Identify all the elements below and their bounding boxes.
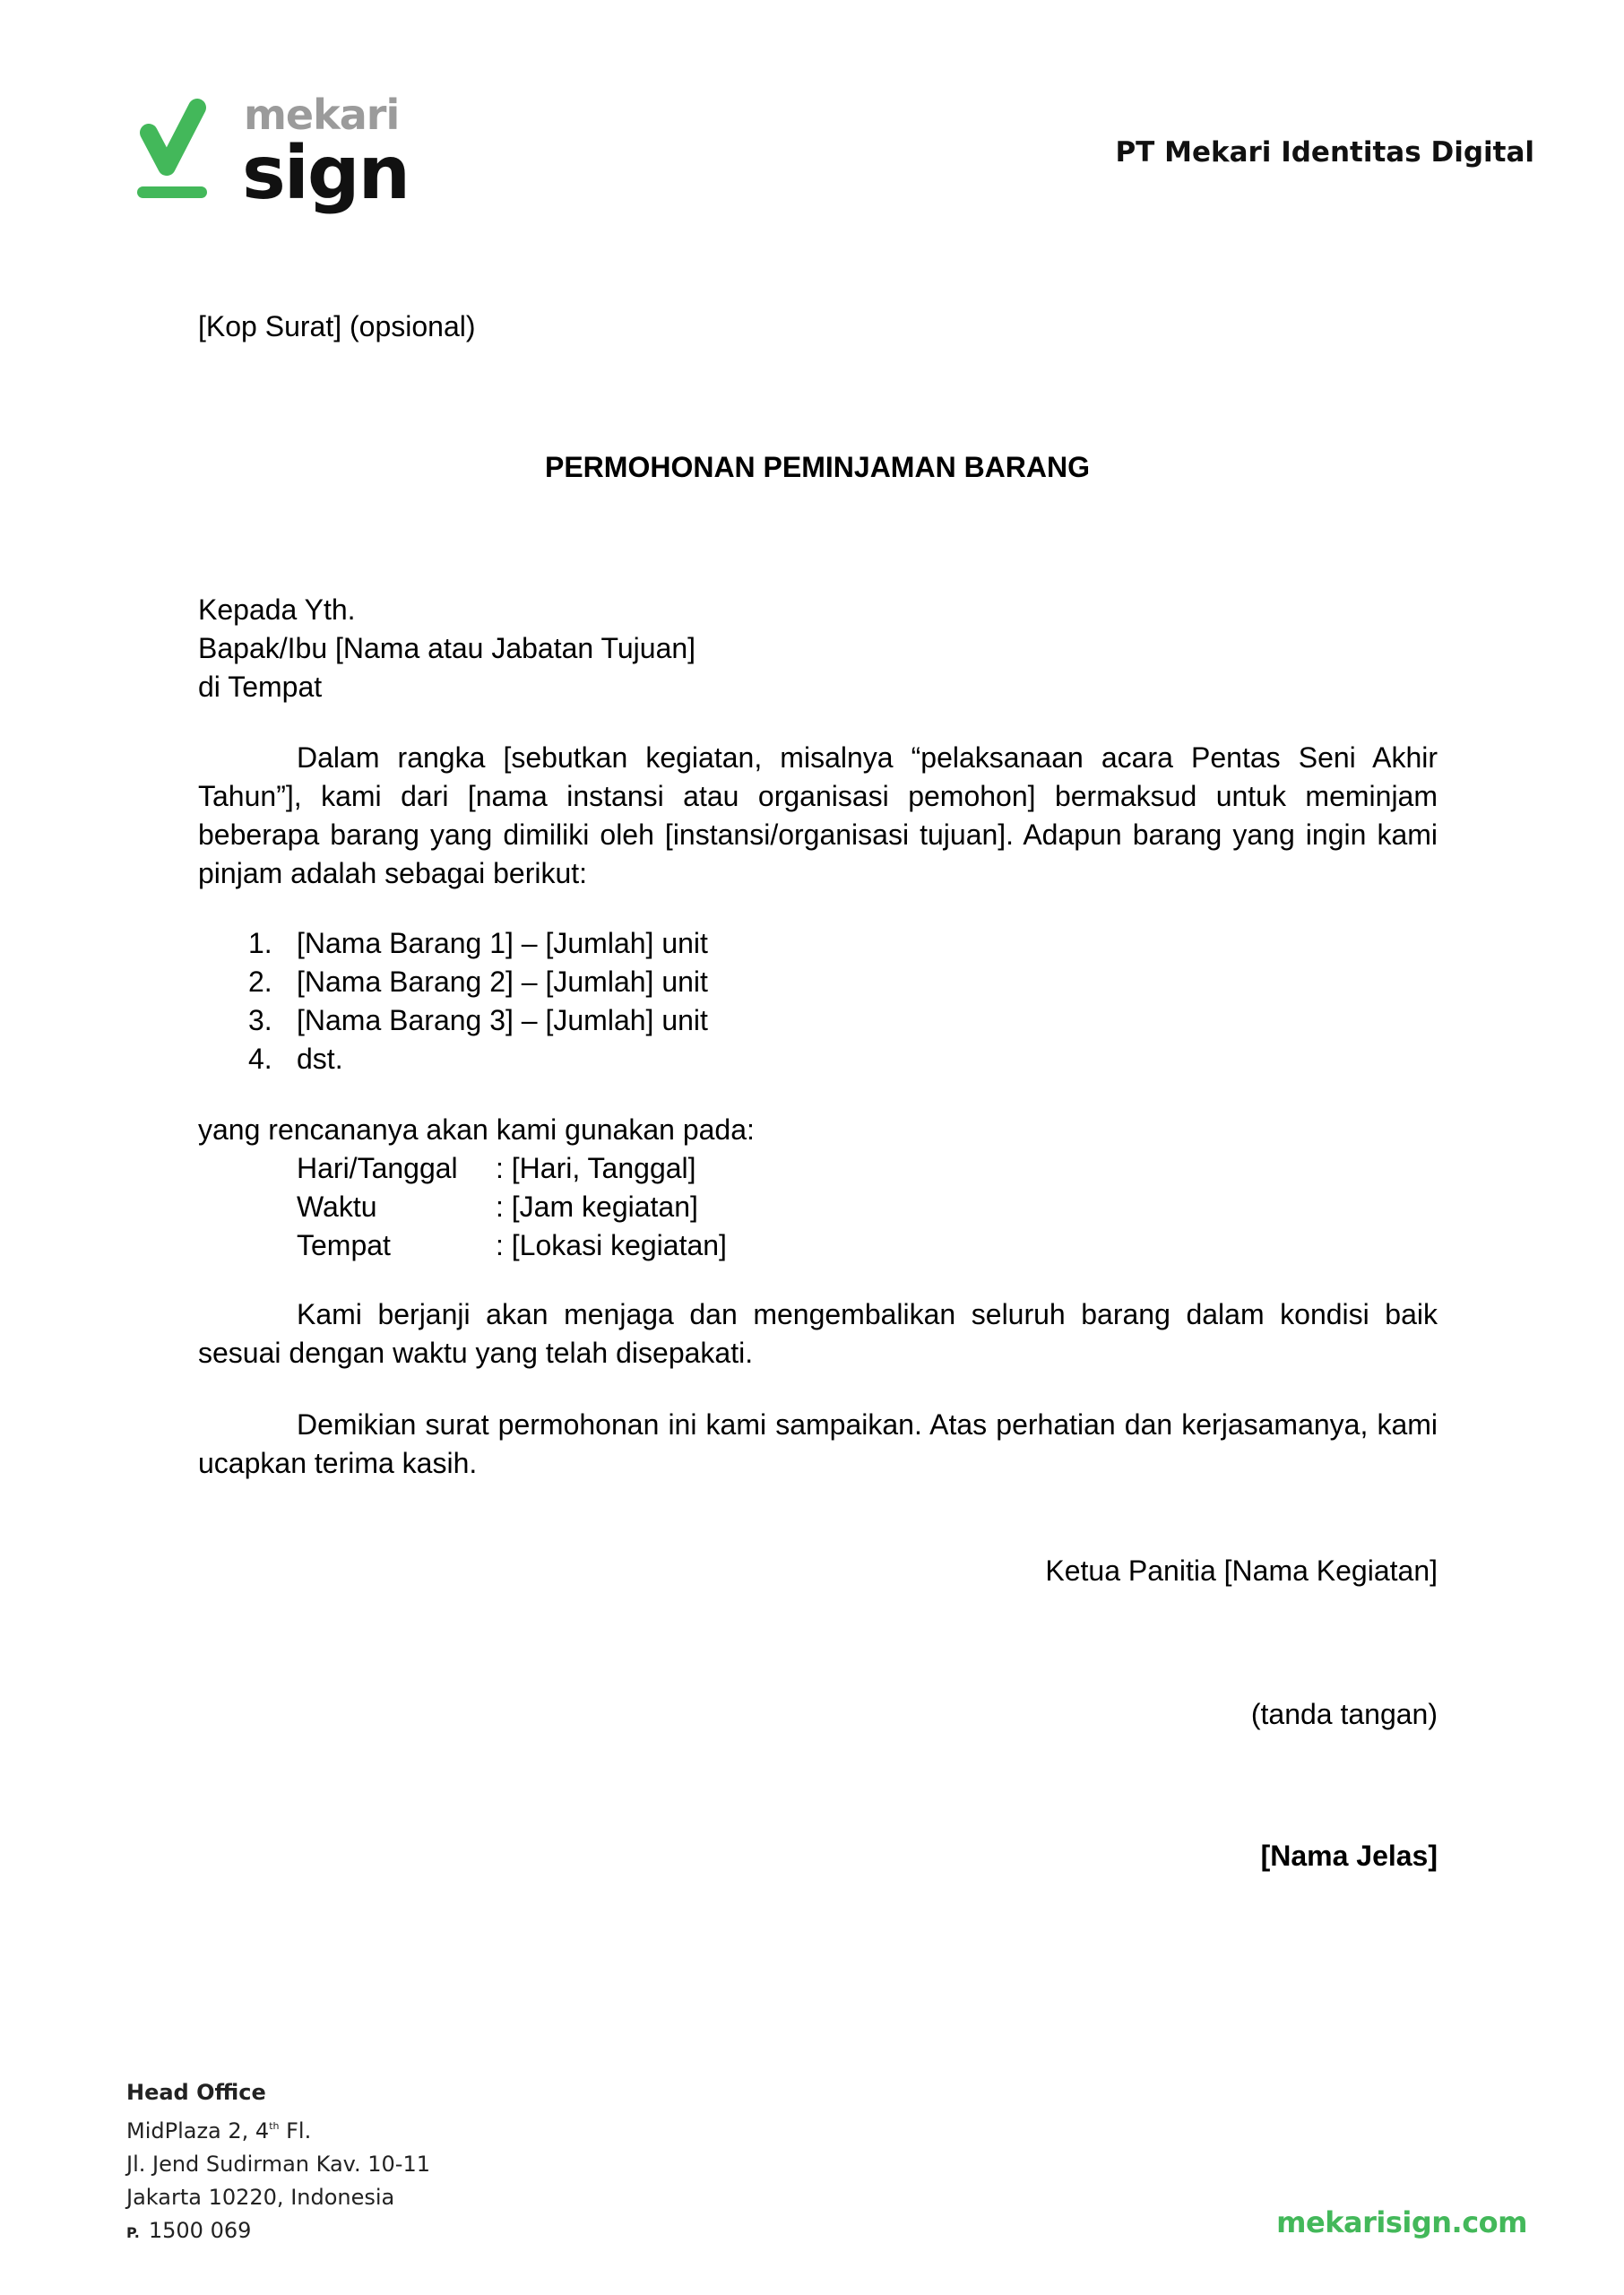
opening-paragraph: Dalam rangka [sebutkan kegiatan, misalnya “pelaksanaan acara Pentas Seni Akhir Tahun”], kami dari [nama instansi atau organisasi pemohon] bermaksud untuk meminjam beberapa barang yang dimiliki oleh [instansi/organisasi tujuan]. Adapun barang yang ingin kami pinjam adalah sebagai berikut:	[198, 741, 1438, 889]
footer-address	[126, 2076, 430, 2249]
list-number: 4.	[248, 1043, 272, 1075]
letter-title: PERMOHONAN PEMINJAMAN BARANG	[544, 451, 1090, 483]
list-text: dst.	[297, 1043, 343, 1075]
list-number: 3.	[248, 1004, 272, 1036]
list-item	[198, 924, 1094, 963]
footer-address-line: Jakarta 10220, Indonesia	[126, 2185, 395, 2210]
address-floor: Fl.	[279, 2118, 312, 2143]
list-number: 1.	[248, 927, 272, 959]
list-number: 2.	[248, 966, 272, 998]
logo-wordmark-mekari: mekari	[244, 91, 400, 139]
footer-phone	[126, 2214, 430, 2249]
list-item	[198, 1001, 1094, 1040]
signatory-position: Ketua Panitia [Nama Kegiatan]	[1045, 1555, 1438, 1587]
list-item	[198, 963, 1094, 1001]
schedule-label: Waktu	[297, 1191, 377, 1223]
schedule-label: Tempat	[297, 1229, 391, 1261]
list-text: [Nama Barang 3] – [Jumlah] unit	[297, 1004, 708, 1036]
recipient-line: Kepada Yth.	[198, 593, 356, 626]
company-name: PT Mekari Identitas Digital	[1115, 136, 1534, 169]
closing-paragraph: Demikian surat permohonan ini kami sampaikan. Atas perhatian dan kerjasamanya, kami ucapkan terima kasih.	[198, 1408, 1438, 1479]
address-building: MidPlaza 2, 4	[126, 2118, 270, 2143]
checkmark-underline-icon	[134, 97, 215, 203]
signature-placeholder: (tanda tangan)	[1250, 1698, 1438, 1730]
footer-heading: Head Office	[126, 2080, 266, 2105]
schedule-label: Hari/Tanggal	[297, 1152, 458, 1184]
list-text: [Nama Barang 2] – [Jumlah] unit	[297, 966, 708, 998]
schedule-value: : [Hari, Tanggal]	[496, 1152, 696, 1184]
phone-number: 1500 069	[148, 2218, 252, 2243]
item-list	[198, 924, 1094, 1078]
usage-block	[198, 1111, 755, 1265]
schedule-value: : [Lokasi kegiatan]	[496, 1229, 727, 1261]
letterhead-placeholder: [Kop Surat] (opsional)	[198, 310, 476, 342]
commitment-paragraph: Kami berjanji akan menjaga dan mengembalikan seluruh barang dalam kondisi baik sesuai dengan waktu yang telah disepakati.	[198, 1298, 1438, 1369]
footer-address-line: Jl. Jend Sudirman Kav. 10-11	[126, 2152, 430, 2177]
footer-address-line	[126, 2109, 430, 2148]
website-link[interactable]: mekarisign.com	[1276, 2205, 1527, 2239]
recipient-block	[198, 591, 695, 706]
schedule-row	[198, 1149, 755, 1188]
recipient-line: di Tempat	[198, 671, 323, 703]
usage-intro: yang rencananya akan kami gunakan pada:	[198, 1113, 755, 1146]
schedule-row	[198, 1188, 755, 1226]
phone-label: P.	[126, 2224, 140, 2241]
list-item	[198, 1040, 1094, 1078]
logo-wordmark-sign: sign	[242, 131, 409, 216]
recipient-line: Bapak/Ibu [Nama atau Jabatan Tujuan]	[198, 632, 696, 664]
list-text: [Nama Barang 1] – [Jumlah] unit	[297, 927, 708, 959]
schedule-row	[198, 1226, 755, 1265]
schedule-value: : [Jam kegiatan]	[496, 1191, 698, 1223]
floor-suffix: th	[269, 2120, 280, 2132]
signatory-name: [Nama Jelas]	[1260, 1840, 1438, 1872]
